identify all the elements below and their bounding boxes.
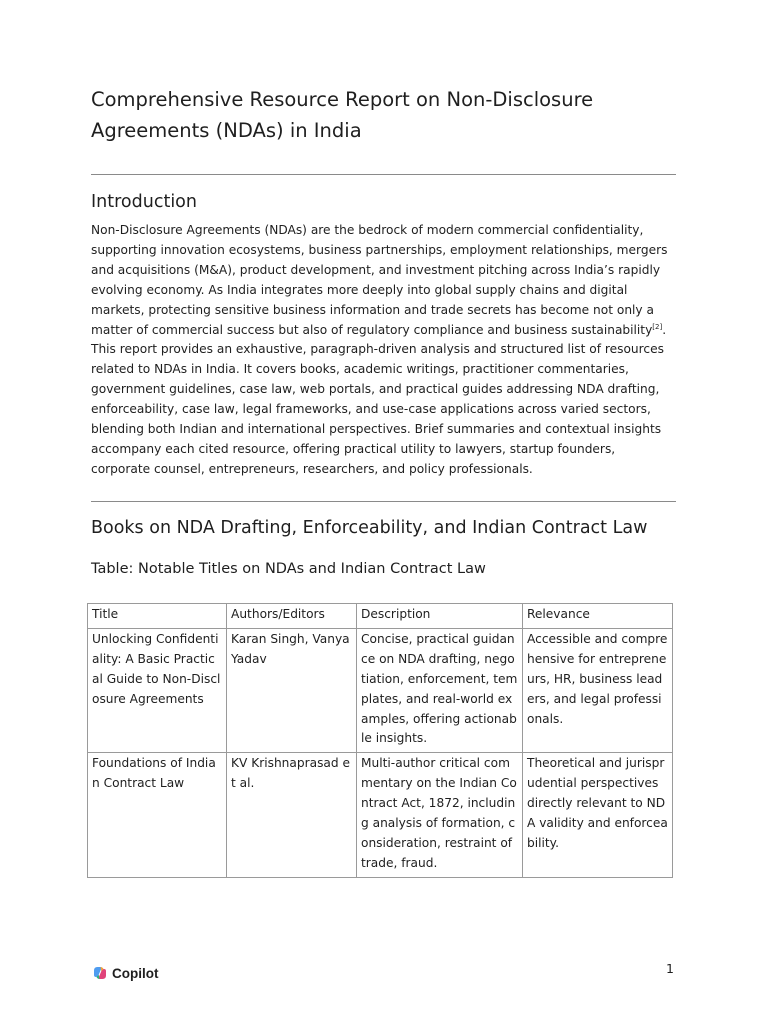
introduction-text-part-1: Non-Disclosure Agreements (NDAs) are the bedrock of modern commercial confidentiality, supporting innovation ecosystems, business partnerships, employment relationships, mergers and acquisitions (M&A), product development, and investment pitching across India’s rapidly evolving economy. As India integrates more deeply into global supply chains and digital markets, protecting sensitive business information and trade secrets has become not only a matter of commercial success but also of regulatory compliance and business sustainability (91, 223, 668, 337)
introduction-text-part-2: . This report provides an exhaustive, paragraph-driven analysis and structured list of resources related to NDAs in India. It covers books, academic writings, practitioner commentaries, government guidelines, case law, web portals, and practical guides addressing NDA drafting, enforceability, case law, legal frameworks, and use-case applications across varied sectors, blending both Indian and international perspectives. Brief summaries and contextual insights accompany each cited resource, offering practical utility to lawyers, startup founders, corporate counsel, entrepreneurs, researchers, and policy professionals. (91, 322, 667, 476)
introduction-paragraph (91, 221, 677, 480)
table-row (88, 628, 673, 752)
table-header-row (88, 604, 673, 629)
column-header-title: Title (88, 604, 227, 629)
book-relevance-cell: Accessible and comprehensive for entrepreneurs, HR, business leaders, and legal professionals. (523, 628, 673, 752)
column-header-description: Description (357, 604, 523, 629)
table-caption: Table: Notable Titles on NDAs and Indian Contract Law (91, 561, 486, 577)
section-divider (91, 501, 676, 502)
reference-marker[interactable]: [2] (652, 322, 663, 331)
column-header-relevance: Relevance (523, 604, 673, 629)
books-section-heading: Books on NDA Drafting, Enforceability, and Indian Contract Law (91, 518, 648, 538)
book-description-cell: Multi-author critical commentary on the Indian Contract Act, 1872, including analysis of formation, consideration, restraint of trade, fraud. (357, 753, 523, 877)
table-row (88, 753, 673, 877)
book-authors-cell: Karan Singh, Vanya Yadav (227, 628, 357, 752)
section-divider (91, 174, 676, 175)
introduction-heading: Introduction (91, 192, 197, 212)
books-table (87, 603, 673, 878)
book-authors-cell: KV Krishnaprasad et al. (227, 753, 357, 877)
document-title: Comprehensive Resource Report on Non-Disclosure Agreements (NDAs) in India (91, 88, 594, 142)
book-title-cell: Foundations of Indian Contract Law (88, 753, 227, 877)
book-relevance-cell: Theoretical and jurisprudential perspectives directly relevant to NDA validity and enforceability. (523, 753, 673, 877)
book-description-cell: Concise, practical guidance on NDA drafting, negotiation, enforcement, templates, and real-world examples, offering actionable insights. (357, 628, 523, 752)
copilot-logo-text: Copilot (112, 965, 159, 981)
column-header-authors: Authors/Editors (227, 604, 357, 629)
page-number: 1 (666, 961, 674, 976)
copilot-logo-icon (92, 965, 108, 981)
copilot-logo (92, 963, 159, 983)
book-title-cell: Unlocking Confidentiality: A Basic Practical Guide to Non-Disclosure Agreements (88, 628, 227, 752)
